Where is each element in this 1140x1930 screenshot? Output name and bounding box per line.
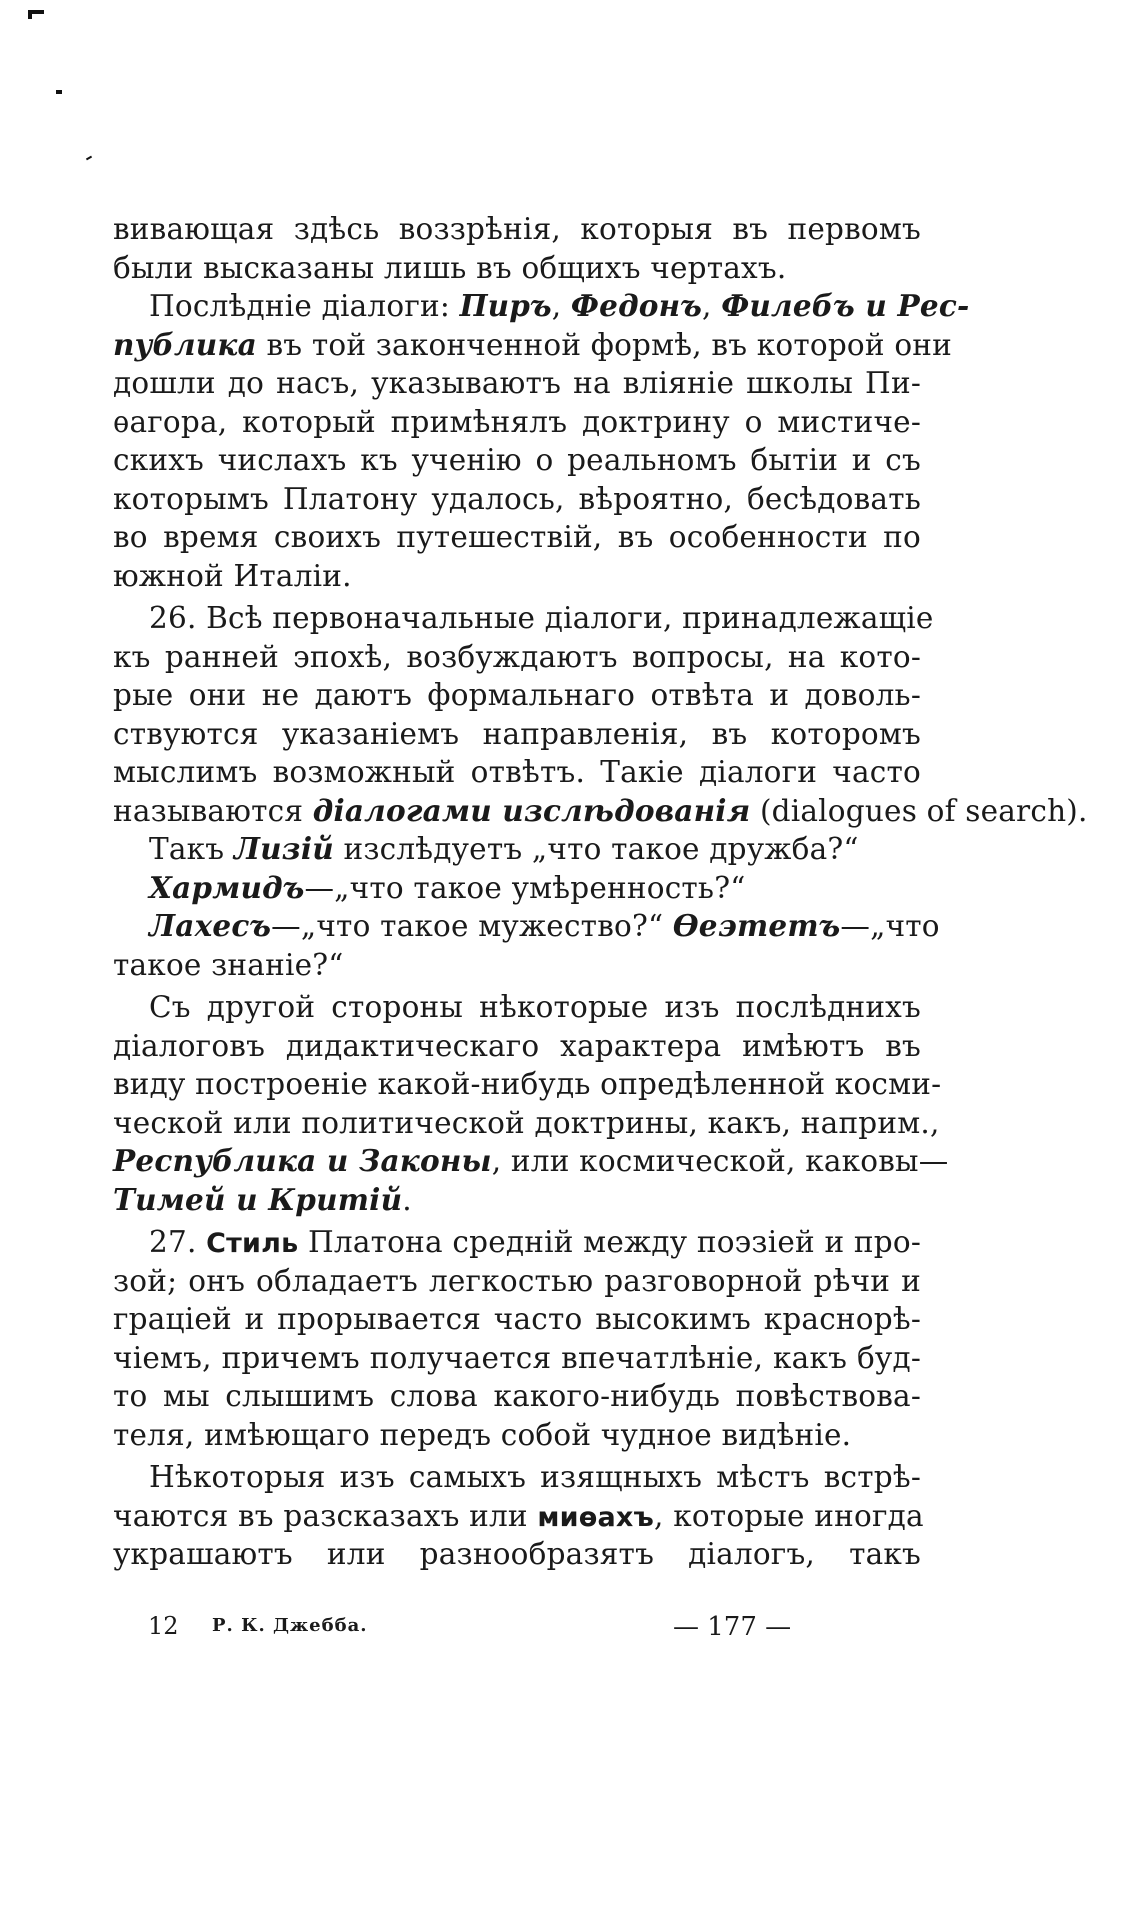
text-line <box>113 1065 942 1104</box>
text-line <box>113 1142 949 1181</box>
text-run: то мы слышимъ слова какого-нибудь повѣствова- <box>113 1379 921 1413</box>
text-run: изслѣдуетъ „что такое дружба?“ <box>333 832 859 866</box>
text-line <box>113 1377 921 1416</box>
text-run: рые они не даютъ формальнаго отвѣта и доволь- <box>113 678 921 712</box>
text-run: зой; онъ обладаетъ легкостью разговорной рѣчи и <box>113 1263 921 1298</box>
text-run: вивающая здѣсь воззрѣнія, которыя въ первомъ <box>113 212 921 246</box>
text-line <box>113 792 1088 831</box>
scan-artifact <box>86 156 92 161</box>
text-line <box>113 1300 921 1339</box>
italic-term: Лизій <box>233 831 334 866</box>
italic-term: Тимей и Критій <box>113 1181 403 1217</box>
text-run: Послѣдніе діалоги: <box>149 289 460 323</box>
text-line <box>113 946 921 985</box>
body-text <box>113 210 1088 1574</box>
text-line <box>113 1416 921 1455</box>
text-run: теля, имѣющаго передъ собой чудное видѣніе. <box>113 1417 852 1452</box>
text-run: во время своихъ путешествій, въ особенности по <box>113 520 921 554</box>
text-run: которымъ Платону удалось, вѣроятно, бесѣдовать <box>113 481 921 516</box>
text-line <box>113 988 921 1027</box>
text-run: скихъ числахъ къ ученію о реальномъ бытіи и съ <box>113 443 921 477</box>
text-line <box>113 676 921 715</box>
text-line <box>113 1181 921 1220</box>
text-run: къ ранней эпохѣ, возбуждаютъ вопросы, на кото- <box>113 639 921 674</box>
text-line <box>113 1458 921 1497</box>
text-line <box>113 518 921 557</box>
text-run: были высказаны лишь въ общихъ чертахъ. <box>113 250 787 285</box>
text-run: 26. Всѣ первоначальные діалоги, принадлежащіе <box>149 601 934 635</box>
italic-term: Ѳеэтетъ <box>672 908 841 943</box>
italic-term: Хармидъ <box>149 869 305 905</box>
text-run: Нѣкоторыя изъ самыхъ изящныхъ мѣстъ встрѣ- <box>149 1460 921 1494</box>
text-line <box>113 1339 921 1378</box>
text-line <box>113 638 921 677</box>
text-run: ческой или политической доктрины, какъ, наприм., <box>113 1105 940 1140</box>
text-line <box>113 753 921 792</box>
text-line <box>113 480 921 519</box>
text-line <box>113 557 921 596</box>
text-run: , <box>551 289 571 323</box>
author-mark: Р. К. Джебба. <box>212 1615 368 1636</box>
text-line <box>113 869 921 908</box>
italic-term: публика <box>113 326 257 362</box>
text-run: виду построеніе какой-нибудь опредѣленной косми- <box>113 1067 942 1101</box>
text-line <box>113 326 953 365</box>
text-line <box>113 441 921 480</box>
page-number: — 177 — <box>673 1612 792 1642</box>
text-run: Такъ <box>149 832 234 866</box>
text-line <box>113 1104 940 1143</box>
text-run: 27. <box>149 1225 207 1259</box>
printer-signature: 12 <box>148 1612 179 1640</box>
text-line <box>113 1027 921 1066</box>
italic-term: діалогами изслѣдованія <box>312 792 751 828</box>
text-line <box>113 599 934 638</box>
page-footer <box>148 1612 808 1642</box>
text-run: , <box>702 289 722 323</box>
text-run: ѳагора, который примѣнялъ доктрину о мистиче- <box>113 404 921 439</box>
italic-term: Республика и Законы <box>113 1143 492 1178</box>
text-run: мыслимъ возможный отвѣтъ. Такіе діалоги часто <box>113 755 921 789</box>
text-run: , которые иногда <box>654 1498 924 1533</box>
bold-term: Стиль <box>206 1228 299 1259</box>
text-run: ствуются указаніемъ направленія, въ которомъ <box>113 716 921 751</box>
text-line <box>113 249 921 288</box>
text-run: —„что такое мужество?“ <box>271 909 673 943</box>
text-line <box>113 1497 924 1536</box>
italic-term: Филебъ и Рес- <box>721 288 970 323</box>
text-line <box>113 287 970 326</box>
italic-term: Лахесъ <box>149 908 272 943</box>
text-line <box>113 1262 921 1301</box>
text-run: чіемъ, причемъ получается впечатлѣніе, какъ буд- <box>113 1340 921 1375</box>
text-run: чаются въ разсказахъ или <box>113 1498 538 1533</box>
scan-artifact <box>28 10 32 19</box>
text-run: въ той законченной формѣ, въ которой они <box>256 327 953 362</box>
text-run: , или космической, каковы— <box>491 1144 949 1178</box>
text-run: украшаютъ или разнообразятъ діалогъ, такъ <box>113 1537 921 1571</box>
text-run: —„что такое умѣренность?“ <box>304 870 746 905</box>
text-run: такое знаніе?“ <box>113 947 344 982</box>
text-run: Съ другой стороны нѣкоторые изъ послѣднихъ <box>149 990 921 1024</box>
text-line <box>113 1223 921 1262</box>
bold-term: миѳахъ <box>537 1501 655 1533</box>
text-run: . <box>402 1182 412 1217</box>
scan-artifact <box>56 90 62 94</box>
italic-term: Пиръ <box>459 288 552 323</box>
text-run: граціей и прорывается часто высокимъ краснорѣ- <box>113 1302 921 1336</box>
text-line <box>113 907 940 946</box>
italic-term: Федонъ <box>570 288 703 323</box>
text-line <box>113 403 921 442</box>
text-run: діалоговъ дидактическаго характера имѣютъ въ <box>113 1028 921 1063</box>
text-run: —„что <box>840 909 940 943</box>
text-line <box>113 210 921 249</box>
text-line <box>113 364 921 403</box>
text-line <box>113 1535 921 1574</box>
text-run: называются <box>113 793 313 828</box>
text-run: Платона средній между поэзіей и про- <box>298 1225 922 1259</box>
text-line <box>113 715 921 754</box>
text-run: южной Италіи. <box>113 558 352 593</box>
text-run: (dialogues of search). <box>750 793 1088 828</box>
text-line <box>113 830 921 869</box>
text-run: дошли до насъ, указываютъ на вліяніе школы Пи- <box>113 366 921 400</box>
